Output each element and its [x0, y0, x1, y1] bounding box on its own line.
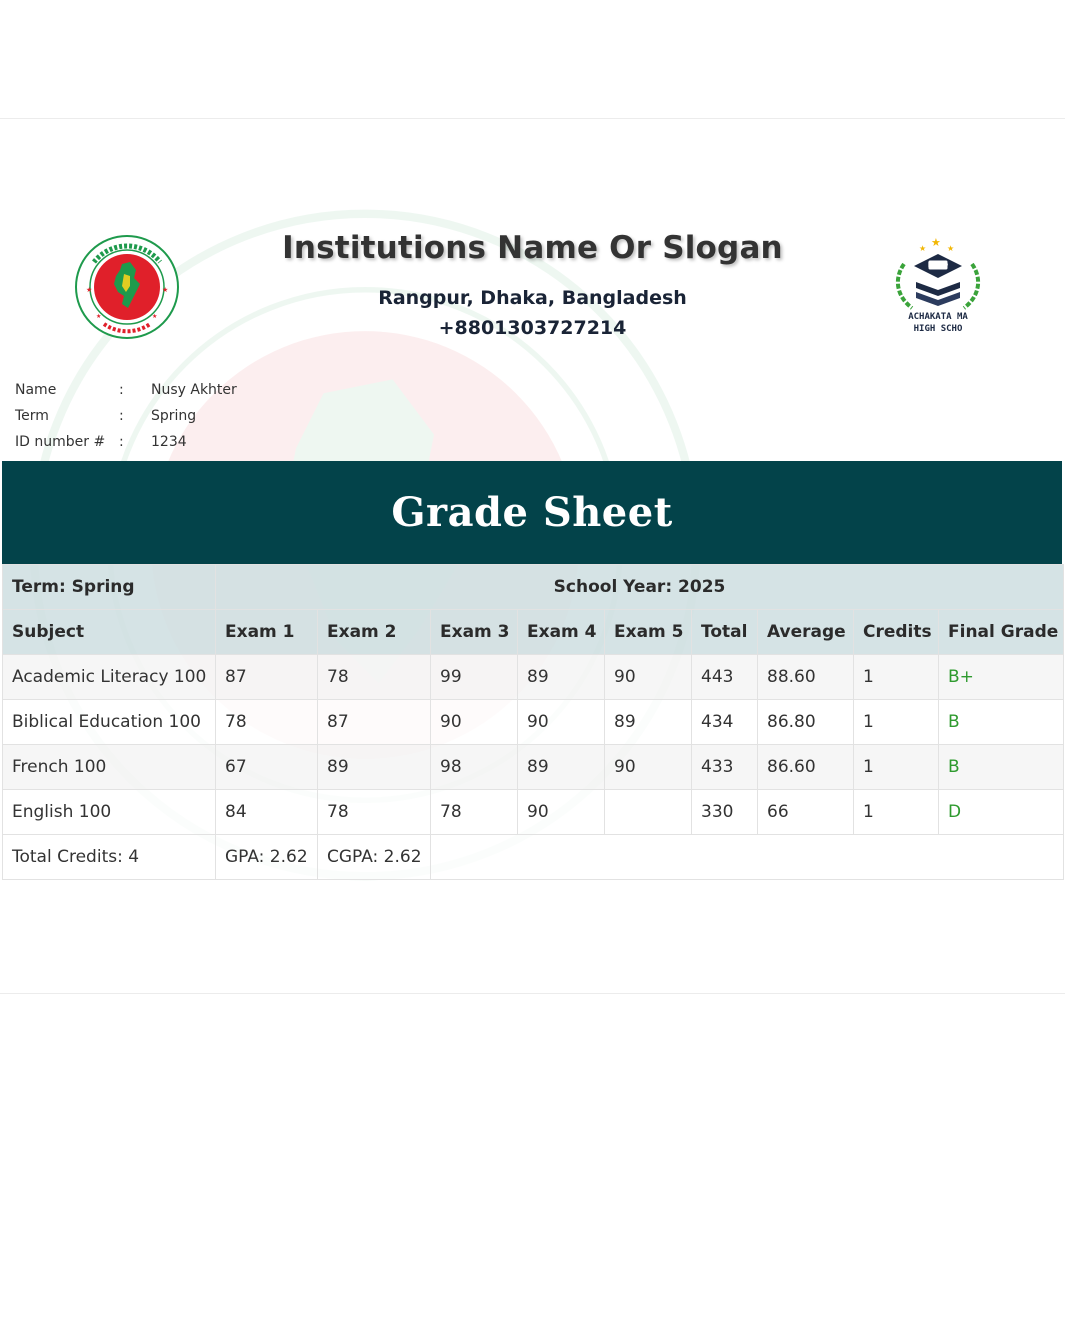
exam-3-cell: 99 [431, 655, 518, 700]
cgpa-cell: CGPA: 2.62 [318, 835, 431, 880]
svg-text:★: ★ [947, 244, 955, 253]
student-id-row [15, 432, 237, 458]
column-header-exam-1: Exam 1 [216, 610, 318, 655]
total-cell: 433 [692, 745, 758, 790]
final-grade-cell: B [939, 745, 1064, 790]
exam-4-cell: 90 [518, 790, 605, 835]
svg-text:★: ★ [931, 236, 941, 249]
separator: : [119, 382, 124, 398]
exam-2-cell: 87 [318, 700, 431, 745]
summary-row [3, 835, 1064, 880]
exam-2-cell: 78 [318, 655, 431, 700]
exam-1-cell: 84 [216, 790, 318, 835]
average-cell: 86.60 [758, 745, 854, 790]
exam-3-cell: 90 [431, 700, 518, 745]
exam-1-cell: 67 [216, 745, 318, 790]
exam-3-cell: 98 [431, 745, 518, 790]
subject-cell: French 100 [3, 745, 216, 790]
column-header-subject: Subject [3, 610, 216, 655]
svg-text:★: ★ [86, 286, 93, 294]
total-credits-cell: Total Credits: 4 [3, 835, 216, 880]
final-grade-cell: B [939, 700, 1064, 745]
student-name-row [15, 380, 237, 406]
estd-badge: ESTD [927, 261, 949, 269]
name-label: Name [15, 382, 57, 398]
subject-cell: English 100 [3, 790, 216, 835]
column-header-total: Total [692, 610, 758, 655]
table-row [3, 790, 1064, 835]
summary-empty-cell [431, 835, 1064, 880]
term-label: Term [15, 408, 49, 424]
exam-5-cell: 89 [605, 700, 692, 745]
grade-sheet-banner [2, 461, 1062, 564]
exam-5-cell: 90 [605, 655, 692, 700]
term-row [3, 565, 1064, 610]
student-info [15, 380, 237, 458]
credits-cell: 1 [854, 655, 939, 700]
average-cell: 86.80 [758, 700, 854, 745]
exam-1-cell: 87 [216, 655, 318, 700]
gpa-cell: GPA: 2.62 [216, 835, 318, 880]
average-cell: 66 [758, 790, 854, 835]
header-row [3, 610, 1064, 655]
exam-3-cell: 78 [431, 790, 518, 835]
school-name-line-1: ACHAKATA MA [908, 312, 968, 322]
top-divider [0, 118, 1065, 119]
institution-phone: +8801303727214 [438, 317, 627, 339]
column-header-average: Average [758, 610, 854, 655]
table-row [3, 745, 1064, 790]
total-cell: 434 [692, 700, 758, 745]
credits-cell: 1 [854, 790, 939, 835]
separator: : [119, 434, 124, 450]
svg-text:★: ★ [152, 313, 158, 320]
bottom-divider [0, 993, 1065, 994]
exam-2-cell: 78 [318, 790, 431, 835]
table-row [3, 700, 1064, 745]
exam-2-cell: 89 [318, 745, 431, 790]
term-cell: Term: Spring [3, 565, 216, 610]
final-grade-cell: D [939, 790, 1064, 835]
svg-text:★: ★ [96, 313, 102, 320]
institution-address: Rangpur, Dhaka, Bangladesh [378, 287, 687, 309]
exam-5-cell: 90 [605, 745, 692, 790]
subject-cell: Biblical Education 100 [3, 700, 216, 745]
svg-text:★: ★ [162, 286, 169, 294]
subject-cell: Academic Literacy 100 [3, 655, 216, 700]
id-value: 1234 [151, 434, 187, 450]
table-row [3, 655, 1064, 700]
column-header-exam-3: Exam 3 [431, 610, 518, 655]
exam-4-cell: 89 [518, 745, 605, 790]
column-header-exam-4: Exam 4 [518, 610, 605, 655]
column-header-final-grade: Final Grade [939, 610, 1064, 655]
name-value: Nusy Akhter [151, 382, 237, 398]
school-year-cell: School Year: 2025 [216, 565, 1064, 610]
column-header-exam-2: Exam 2 [318, 610, 431, 655]
institution-title: Institutions Name Or Slogan [282, 230, 783, 266]
column-header-credits: Credits [854, 610, 939, 655]
final-grade-cell: B+ [939, 655, 1064, 700]
svg-text:★: ★ [919, 244, 927, 253]
grades-table [2, 564, 1064, 880]
credits-cell: 1 [854, 745, 939, 790]
exam-1-cell: 78 [216, 700, 318, 745]
id-label: ID number # [15, 434, 106, 450]
total-cell: 443 [692, 655, 758, 700]
exam-4-cell: 90 [518, 700, 605, 745]
separator: : [119, 408, 124, 424]
total-cell: 330 [692, 790, 758, 835]
banner-title: Grade Sheet [391, 489, 673, 536]
student-term-row [15, 406, 237, 432]
column-header-exam-5: Exam 5 [605, 610, 692, 655]
credits-cell: 1 [854, 700, 939, 745]
exam-5-cell [605, 790, 692, 835]
exam-4-cell: 89 [518, 655, 605, 700]
average-cell: 88.60 [758, 655, 854, 700]
school-name-line-2: HIGH SCHO [913, 324, 963, 332]
term-value: Spring [151, 408, 197, 424]
